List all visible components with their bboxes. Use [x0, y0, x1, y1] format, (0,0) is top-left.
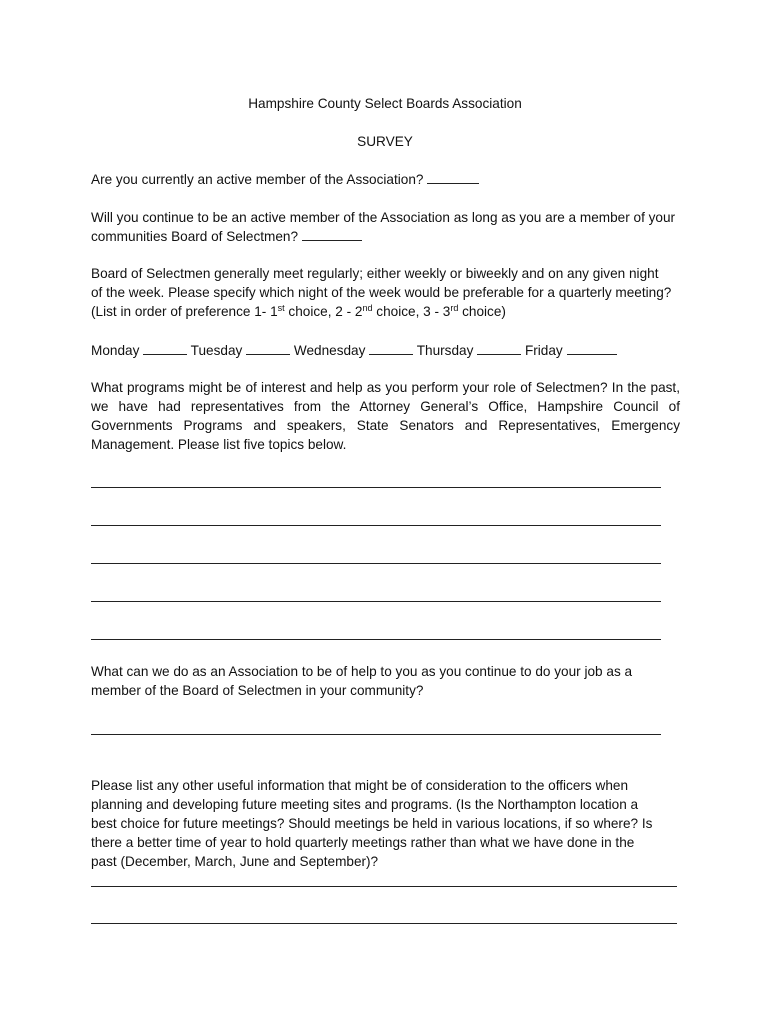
answer-blank-active-member[interactable]	[427, 170, 479, 184]
ordinal-suffix-1: st	[277, 303, 285, 313]
day-label-friday: Friday	[521, 343, 567, 358]
other-info-answer-line-1[interactable]	[91, 886, 677, 887]
preference-text-c: choice, 3 - 3	[372, 304, 451, 319]
ordinal-suffix-3: rd	[450, 303, 459, 313]
question-active-member-text: Are you currently an active member of the Association?	[91, 172, 428, 187]
question-meeting-night-line-2: of the week. Please specify which night of the week would be preferable for a quarterly meeting?	[91, 285, 672, 300]
topic-answer-line-3[interactable]	[91, 563, 661, 564]
question-continue-line-2-text: communities Board of Selectmen?	[91, 229, 302, 244]
question-active-member	[91, 170, 479, 189]
question-association-help-line-2: member of the Board of Selectmen in your community?	[91, 683, 424, 698]
topic-answer-line-5[interactable]	[91, 639, 661, 640]
blank-monday[interactable]	[143, 341, 187, 355]
question-meeting-night-line-1: Board of Selectmen generally meet regularly; either weekly or biweekly and on any given night	[91, 266, 659, 281]
blank-friday[interactable]	[567, 341, 617, 355]
survey-title: SURVEY	[357, 134, 413, 149]
topic-answer-line-1[interactable]	[91, 487, 661, 488]
question-other-info-line-2: planning and developing future meeting sites and programs. (Is the Northampton location a	[91, 797, 639, 812]
day-label-thursday: Thursday	[413, 343, 478, 358]
question-other-info-line-3: best choice for future meetings? Should meetings be held in various locations, if so where? Is	[91, 816, 653, 831]
question-continue-line-1: Will you continue to be an active member of the Association as long as you are a member of your	[91, 210, 676, 225]
blank-thursday[interactable]	[477, 341, 521, 355]
preference-text-a: (List in order of preference 1- 1	[91, 304, 278, 319]
answer-blank-continue[interactable]	[302, 227, 362, 241]
question-other-info-line-5: past (December, March, June and September)?	[91, 854, 379, 869]
question-programs: What programs might be of interest and help as you perform your role of Selectmen? In the past, we have had representatives from the Attorney General’s Office, Hampshire Council of Governments Programs and speakers, State Senators and Representatives, Emergency Management. Please list five topics below.	[91, 380, 680, 452]
preference-text-b: choice, 2 - 2	[284, 304, 363, 319]
blank-tuesday[interactable]	[246, 341, 290, 355]
other-info-answer-line-2[interactable]	[91, 923, 677, 924]
preference-text-d: choice)	[458, 304, 506, 319]
ordinal-suffix-2: nd	[362, 303, 373, 313]
association-help-answer-line[interactable]	[91, 734, 661, 735]
question-other-info-line-1: Please list any other useful information that might be of consideration to the officers when	[91, 778, 629, 793]
weekday-preference-row	[91, 341, 617, 360]
organization-heading: Hampshire County Select Boards Association	[248, 96, 522, 111]
question-meeting-night-line-3	[91, 302, 506, 321]
day-label-wednesday: Wednesday	[290, 343, 370, 358]
topic-answer-line-4[interactable]	[91, 601, 661, 602]
day-label-tuesday: Tuesday	[187, 343, 247, 358]
blank-wednesday[interactable]	[369, 341, 413, 355]
day-label-monday: Monday	[91, 343, 144, 358]
question-association-help-line-1: What can we do as an Association to be of help to you as you continue to do your job as a	[91, 664, 633, 679]
topic-answer-line-2[interactable]	[91, 525, 661, 526]
question-continue-line-2	[91, 227, 362, 246]
question-other-info-line-4: there a better time of year to hold quarterly meetings rather than what we have done in the	[91, 835, 635, 850]
